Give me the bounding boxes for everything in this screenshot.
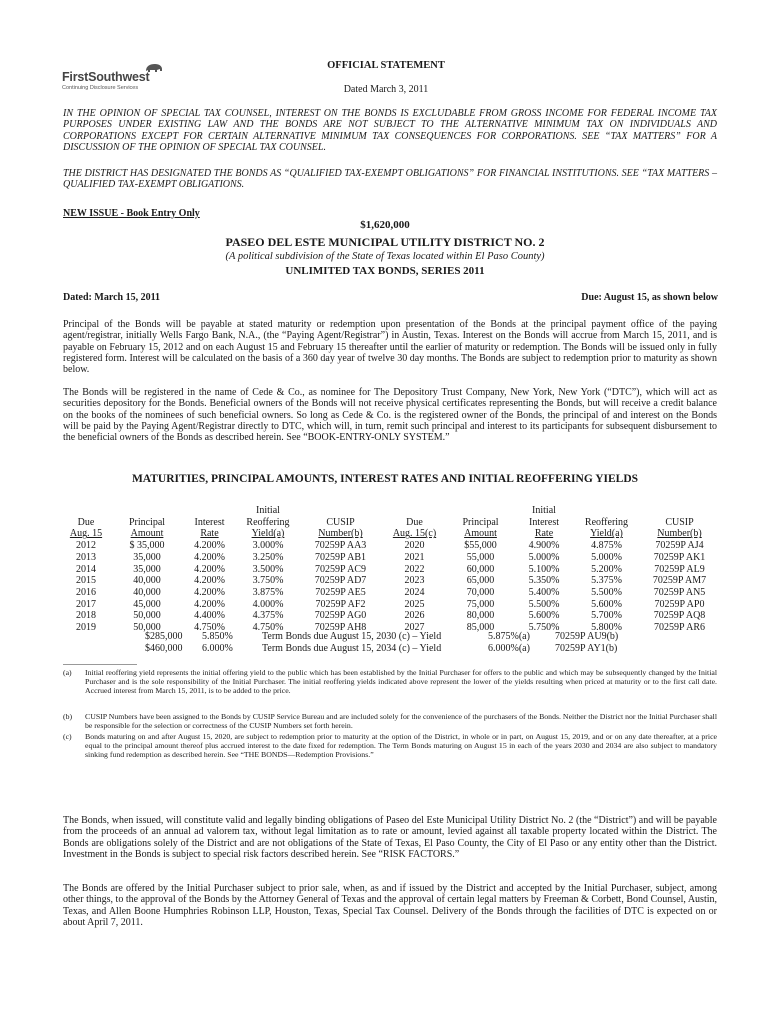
table-cell: 4.400% (194, 610, 225, 622)
table-row (60, 540, 720, 552)
table-cell: 35,000 (133, 551, 161, 563)
table-cell: 40,000 (133, 586, 161, 598)
logo-name: FirstSouthwest (62, 70, 150, 84)
table-cell: Due (406, 516, 423, 528)
term-bond-yield: 5.875%(a) (488, 631, 530, 642)
table-cell: 5.100% (528, 563, 560, 575)
table-cell: 3.500% (252, 563, 284, 575)
term-bond-rate: 5.850% (202, 631, 233, 642)
table-cell: 5.500% (528, 598, 560, 610)
table-cell: 3.875% (252, 586, 284, 598)
footnote-label: (b) (63, 712, 73, 721)
table-cell: 2018 (76, 610, 96, 622)
table-cell: 4.750% (252, 622, 284, 634)
table-cell: 70259P AJ4 (655, 540, 704, 552)
table-cell: Initial (256, 505, 280, 516)
table-cell: 80,000 (466, 610, 495, 622)
table-cell: 4.200% (194, 540, 225, 552)
table-cell: $ 35,000 (129, 540, 165, 552)
table-cell: 70259P AM7 (652, 575, 707, 587)
table-cell: 2014 (76, 563, 96, 575)
dated-date: Dated: March 15, 2011 (63, 292, 161, 303)
table-cell: 70259P AP0 (654, 598, 705, 610)
firstsouthwest-logo (62, 70, 162, 91)
obligations-paragraph: The Bonds, when issued, will constitute valid and legally binding obligations of Paseo del Este Municipal Utility District No. 2 (the “District”) and will be payable from the proceeds of an annual ad valorem tax, without legal limitation as to rate or amount, levied against all taxable property located within the District. The Bonds are obligations solely of the District and are not obligations of the State of Texas, El Paso County, the City of El Paso or any entity other than the District. Investment in the Bonds is subject to special risk factors described herein. See “RISK FACTORS.” (63, 815, 717, 860)
table-cell: 4.000% (252, 598, 284, 610)
table-cell: 70259P AC9 (314, 563, 367, 575)
term-bond-desc: Term Bonds due August 15, 2030 (c) – Yield (262, 631, 442, 642)
table-cell: Yield(a) (251, 528, 285, 540)
table-cell: Rate (534, 528, 554, 540)
table-row (60, 575, 720, 587)
table-cell: 4.900% (528, 540, 560, 552)
term-bond-cusip: 70259P AU9(b) (555, 631, 619, 642)
table-cell: 70259P AD7 (314, 575, 367, 587)
term-bond-amount: $460,000 (145, 643, 183, 654)
table-cell: 40,000 (133, 575, 161, 587)
document-title: OFFICIAL STATEMENT (327, 60, 445, 71)
footnote (63, 733, 717, 760)
table-cell: Aug. 15 (69, 528, 103, 540)
table-cell (112, 505, 182, 517)
table-cell: 4.375% (252, 610, 284, 622)
new-issue-label: NEW ISSUE - Book Entry Only (63, 208, 200, 219)
table-cell: 70259P AK1 (653, 551, 706, 563)
table-row (60, 599, 720, 611)
table-cell: 2019 (76, 622, 96, 634)
table-cell: 2024 (404, 586, 425, 598)
table-cell: Number(b) (657, 528, 702, 540)
table-cell: 4.875% (591, 540, 622, 552)
table-cell (639, 505, 720, 517)
table-cell: 5.350% (528, 575, 560, 587)
table-cell: Due (77, 516, 95, 528)
table-cell: 50,000 (133, 622, 161, 634)
footnote-label: (a) (63, 668, 72, 677)
table-cell: 5.800% (591, 622, 622, 634)
table-cell: 5.000% (591, 551, 622, 563)
table-row (60, 564, 720, 576)
footnote-text: Initial reoffering yield represents the initial offering yield to the public which has been established by the Initial Purchaser for offers to the public and which may be subsequently changed by the Initial Purchaser and is the sole responsibility of the Initial Purchaser. The initial reoffering yields indicated above represent the lower of the yields resulting when priced at maturity or to the first call date. Accrued interest from March 15, 2011, is to be added to the price. (85, 668, 717, 695)
table-cell: Aug. 15(c) (392, 528, 437, 540)
term-bond-desc: Term Bonds due August 15, 2034 (c) – Yield (262, 643, 442, 654)
table-cell: 5.600% (591, 598, 622, 610)
table-cell: 70259P AG0 (314, 610, 367, 622)
table-row (60, 552, 720, 564)
table-row (60, 610, 720, 622)
table-cell: 55,000 (466, 551, 495, 563)
table-cell: Amount (130, 528, 164, 540)
table-cell: 5.400% (528, 586, 560, 598)
table-cell: 2015 (76, 575, 96, 587)
table-cell: Initial (532, 505, 556, 516)
table-cell: Number(b) (318, 528, 363, 540)
table-cell: 70259P AH8 (314, 622, 367, 634)
footnote-text: CUSIP Numbers have been assigned to the Bonds by CUSIP Service Bureau and are included solely for the convenience of the purchasers of the Bonds. Neither the District nor the Initial Purchaser shall be responsible for the selection or correctness of the CUSIP Numbers set forth herein. (85, 712, 717, 730)
table-cell: 2023 (404, 575, 425, 587)
district-name: PASEO DEL ESTE MUNICIPAL UTILITY DISTRICT NO. 2 (225, 235, 545, 249)
table-cell: Interest (194, 516, 225, 528)
table-cell: 3.750% (252, 575, 284, 587)
table-cell (299, 505, 382, 517)
table-cell: 4.200% (194, 563, 225, 575)
footnote (63, 713, 717, 731)
table-cell: 70259P AE5 (315, 586, 366, 598)
table-cell: 75,000 (466, 598, 495, 610)
due-date: Due: August 15, as shown below (581, 292, 718, 303)
table-cell: Yield(a) (590, 528, 623, 540)
logo-tagline: Continuing Disclosure Services (62, 85, 139, 91)
table-cell: 2017 (76, 598, 96, 610)
table-cell: 70259P AF2 (315, 598, 366, 610)
table-cell (182, 505, 237, 517)
table-cell: 4.200% (194, 551, 225, 563)
table-cell: 70259P AA3 (314, 540, 367, 552)
table-row (60, 528, 720, 540)
table-cell: 5.700% (591, 610, 622, 622)
table-cell: 2025 (404, 598, 425, 610)
table-cell: CUSIP (665, 516, 694, 528)
term-bond-rate: 6.000% (202, 643, 233, 654)
table-cell: 2012 (76, 540, 96, 552)
bond-name: UNLIMITED TAX BONDS, SERIES 2011 (285, 265, 485, 277)
table-cell: 4.200% (194, 586, 225, 598)
table-cell: Principal (462, 516, 499, 528)
table-cell: 60,000 (466, 563, 495, 575)
table-cell: 2026 (404, 610, 425, 622)
table-cell: Principal (128, 516, 166, 528)
table-cell: 70,000 (466, 586, 495, 598)
table-cell: 2021 (404, 551, 425, 563)
table-cell: 5.200% (591, 563, 622, 575)
table-cell: 70259P AB1 (314, 551, 367, 563)
footnote (63, 669, 717, 696)
table-cell: 2022 (404, 563, 425, 575)
principal-paragraph: Principal of the Bonds will be payable at stated maturity or redemption upon presentation of the Bonds at the principal payment office of the paying agent/registrar, initially Wells Fargo Bank, N.A., (the “Paying Agent/Registrar”) in Austin, Texas. Interest on the Bonds will accrue from March 15, 2011, and is payable on February 15, 2012 and on each August 15 and February 15 thereafter until the earlier of maturity or redemption. The Bonds will be issued only in fully registered form. Interest will be calculated on the basis of a 360 day year of twelve 30 day months. The Bonds are subject to redemption prior to maturity as shown below. (63, 319, 717, 376)
table-cell: CUSIP (326, 516, 355, 528)
table-cell: 5.000% (528, 551, 560, 563)
maturities-title: MATURITIES, PRINCIPAL AMOUNTS, INTEREST RATES AND INITIAL REOFFERING YIELDS (131, 473, 639, 485)
qualified-obligations-paragraph: THE DISTRICT HAS DESIGNATED THE BONDS AS “QUALIFIED TAX-EXEMPT OBLIGATIONS” FOR FINANCIAL INSTITUTIONS. SEE “TAX MATTERS – QUALIFIED TAX-EXEMPT OBLIGATIONS. (63, 168, 717, 191)
table-cell: 5.500% (591, 586, 622, 598)
table-cell: 3.000% (252, 540, 284, 552)
term-bond-yield: 6.000%(a) (488, 643, 530, 654)
table-cell: 50,000 (133, 610, 161, 622)
offering-paragraph: The Bonds are offered by the Initial Purchaser subject to prior sale, when, as and if issued by the District and accepted by the Initial Purchaser, subject, among other things, to the approval of the Bonds by the Attorney General of Texas and the approval of certain legal matters by Freeman & Corbett, Bond Counsel, Austin, Texas, and Allen Boone Humphries Robinson LLP, Houston, Texas, Special Tax Counsel. Delivery of the Bonds through the facilities of DTC is expected on or about April 7, 2011. (63, 883, 717, 928)
table-cell: 2013 (76, 551, 96, 563)
table-cell: 65,000 (466, 575, 495, 587)
table-cell: Reoffering (246, 516, 290, 528)
footnote-text: Bonds maturing on and after August 15, 2020, are subject to redemption prior to maturity at the option of the District, in whole or in part, on August 15, 2019, and or on any date thereafter, at a price equal to the principal amount thereof plus accrued interest to the date fixed for redemption. The Term Bonds maturing on August 15 in each of the years 2030 and 2034 are also subject to mandatory sinking fund redemption as described herein. See “THE BONDS—Redemption Provisions.” (85, 732, 717, 759)
table-cell: 70259P AN5 (653, 586, 706, 598)
table-row (60, 517, 720, 529)
table-cell: 3.250% (252, 551, 284, 563)
table-cell: 4.200% (194, 575, 225, 587)
dated-due-row (63, 292, 718, 303)
table-row (60, 587, 720, 599)
table-cell: 2016 (76, 586, 96, 598)
document-date: Dated March 3, 2011 (343, 84, 429, 95)
term-bond-cusip: 70259P AY1(b) (555, 643, 618, 654)
table-cell (382, 505, 447, 517)
table-cell: 4.750% (194, 622, 225, 634)
table-cell: 35,000 (133, 563, 161, 575)
table-cell: 5.600% (528, 610, 560, 622)
table-cell: Rate (200, 528, 219, 540)
bison-icon (144, 62, 164, 74)
table-cell: 2020 (404, 540, 425, 552)
table-cell: Reoffering (584, 516, 629, 528)
footnote-label: (c) (63, 732, 72, 741)
footnote-divider (63, 664, 137, 665)
table-cell: $55,000 (464, 540, 497, 552)
registration-paragraph: The Bonds will be registered in the name of Cede & Co., as nominee for The Depository Trust Company, New York, New York (“DTC”), which will act as securities depository for the Bonds. Beneficial owners of the Bonds will not receive physical certificates representing the Bonds, but will receive a credit balance on the books of the nominees of such beneficial owners. So long as Cede & Co. is the registered owner of the Bonds, the principal of and interest on the Bonds will be paid by the Paying Agent/Registrar directly to DTC, which will, in turn, remit such principal and interest to its participants for subsequent disbursement to the beneficial owners of the Bonds as described herein. See “BOOK-ENTRY-ONLY SYSTEM.” (63, 387, 717, 444)
table-cell: Interest (529, 516, 559, 528)
table-cell: 70259P AL9 (654, 563, 705, 575)
table-cell (447, 505, 514, 517)
issue-amount: $1,620,000 (360, 219, 410, 231)
table-cell: 5.750% (528, 622, 560, 634)
table-cell: Amount (464, 528, 497, 540)
table-cell (574, 505, 639, 517)
table-cell: 70259P AR6 (653, 622, 706, 634)
table-cell: 85,000 (466, 622, 495, 634)
table-cell: 4.200% (194, 598, 225, 610)
table-row (60, 505, 720, 517)
table-cell (60, 505, 112, 517)
table-cell: 5.375% (591, 575, 622, 587)
term-bond-amount: $285,000 (145, 631, 183, 642)
maturities-table (60, 505, 720, 634)
table-cell: 70259P AQ8 (653, 610, 706, 622)
table-cell: 45,000 (133, 598, 161, 610)
table-cell: 2027 (404, 622, 425, 634)
tax-opinion-paragraph: IN THE OPINION OF SPECIAL TAX COUNSEL, INTEREST ON THE BONDS IS EXCLUDABLE FROM GROSS INCOME FOR FEDERAL INCOME TAX PURPOSES UNDER EXISTING LAW AND THE BONDS ARE NOT SUBJECT TO THE ALTERNATIVE MINIMUM TAX ON INDIVIDUALS AND CORPORATIONS EXCEPT FOR CERTAIN ALTERNATIVE MINIMUM TAX CONSEQUENCES FOR CORPORATIONS. SEE “TAX MATTERS” FOR A DISCUSSION OF THE OPINION OF SPECIAL TAX COUNSEL. (63, 108, 717, 153)
subdivision-line: (A political subdivision of the State of Texas located within El Paso County) (225, 251, 545, 262)
